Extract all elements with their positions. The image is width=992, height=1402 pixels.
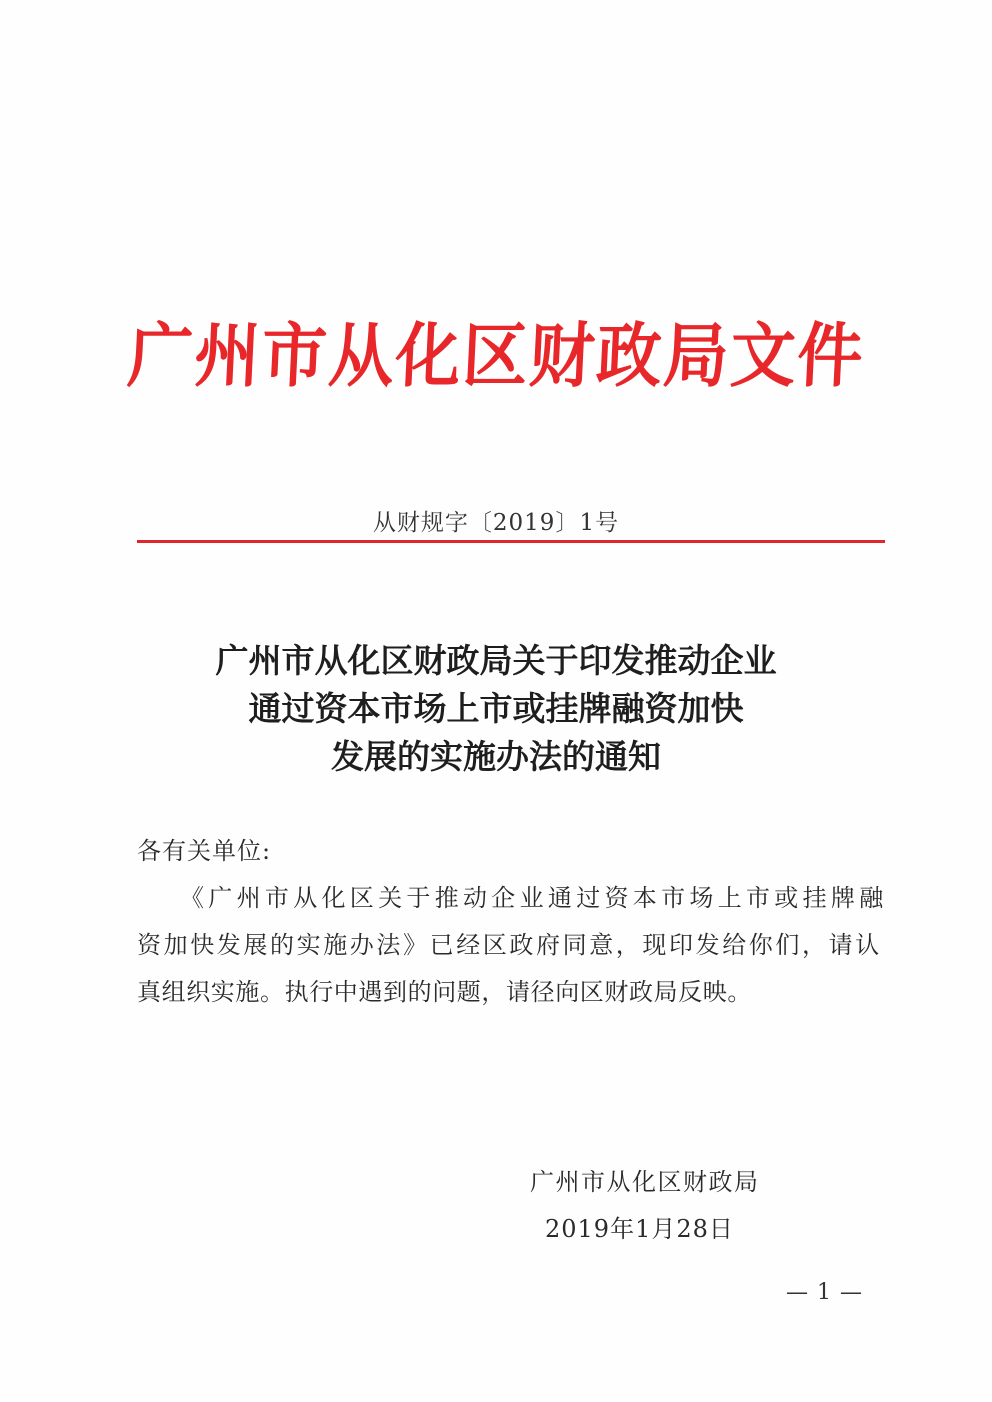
signature-organization: 广州市从化区财政局	[530, 1168, 760, 1196]
document-number: 从财规字〔2019〕1号	[372, 510, 620, 536]
issuer-title: 广州市从化区财政局文件	[125, 315, 867, 397]
body-text-line-2: 资加快发展的实施办法》已经区政府同意，现印发给你们，请认	[137, 931, 882, 959]
document-title-line-3: 发展的实施办法的通知	[331, 737, 661, 776]
signature-date: 2019年1月28日	[545, 1215, 734, 1243]
body-text-line-1: 《广州市从化区关于推动企业通过资本市场上市或挂牌融	[180, 884, 888, 912]
salutation: 各有关单位:	[137, 837, 272, 865]
document-title-line-1: 广州市从化区财政局关于印发推动企业	[215, 641, 777, 680]
red-divider-line	[137, 540, 885, 543]
body-text-line-3: 真组织实施。执行中遇到的问题，请径向区财政局反映。	[137, 978, 752, 1006]
document-title-line-2: 通过资本市场上市或挂牌融资加快	[248, 689, 744, 728]
page-number: — 1 —	[786, 1280, 863, 1305]
